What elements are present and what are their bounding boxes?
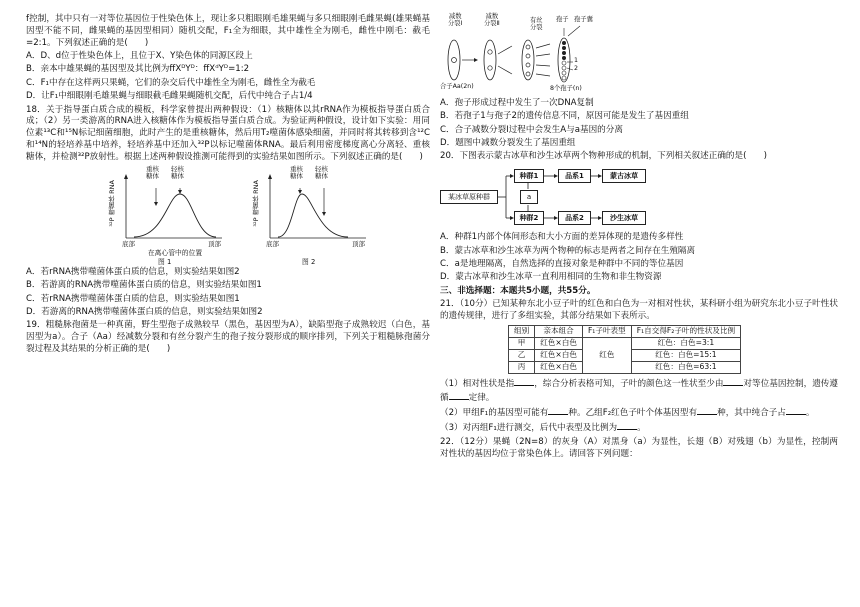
left-column [26, 14, 430, 357]
species-desert-box: 沙生冰草 [602, 211, 646, 225]
graph-1-heavy-label: 重核 糖体 [146, 164, 159, 180]
graph-2-bottom-label: 底部 [266, 239, 279, 248]
population-1-box: 种群1 [514, 169, 544, 183]
table-cell: 红色：白色=15:1 [631, 349, 740, 361]
q20-option-c: C．a是地理隔离，自然选择的直接对象是种群中不同的等位基因 [440, 259, 684, 270]
graph-1-bottom-label: 底部 [122, 239, 135, 248]
q19-option-b: B．若孢子1与孢子2的遗传信息不同，原因可能是发生了基因重组 [440, 111, 689, 122]
q18-figures [26, 166, 430, 266]
q20-option-b: B．蒙古冰草和沙生冰草为两个物种的标志是两者之间存在生殖隔离 [440, 245, 696, 256]
q20-stem: 20．下图表示蒙古冰草和沙生冰草两个物种形成的机制，下列相关叙述正确的是( ) [440, 151, 768, 162]
graph-1-light-label: 轻核 糖体 [171, 164, 184, 180]
graph-2-ylabel: ³²P 噬菌体 RNA [252, 179, 260, 227]
graph-2 [248, 166, 378, 266]
answer-blank[interactable] [449, 391, 469, 400]
population-2-box: 种群2 [514, 211, 544, 225]
table-cell: 甲 [509, 337, 535, 349]
spore-sac-label: 孢子囊 [574, 16, 593, 23]
origin-population-box: 某冰草原种群 [440, 190, 498, 204]
answer-blank[interactable] [723, 377, 743, 386]
q19-option-a: A．孢子形成过程中发生了一次DNA复制 [440, 98, 594, 108]
q21-part1: （1）相对性状是指 ，综合分析表格可知，子叶的颜色这一性状至少由 对等位基因控制，遗传遵循 定律。 [440, 378, 838, 403]
q17-option-c: C．F₁中存在这样两只果蝇，它们的杂交后代中雄性全为刚毛，雌性全为截毛 [26, 77, 316, 88]
graph-1-xlabel: 在离心管中的位置 [147, 248, 203, 257]
table-cell: 红色：白色=3:1 [631, 337, 740, 349]
answer-blank[interactable] [617, 421, 637, 430]
q20-option-d: D．蒙古冰草和沙生冰草一直利用相同的生物和非生物资源 [440, 272, 662, 283]
q20-option-a: A．种群1内部个体间形态和大小方面的差异体现的是遗传多样性 [440, 232, 684, 243]
q22-stem: 22．（12分）果蝇（2N=8）的灰身（A）对黑身（a）为显性，长翅（B）对残翅（b）为显性，控制两对性状的基因均位于常染色体上。请回答下列问题： [440, 436, 838, 459]
q21-part3: （3）对丙组F₁进行测交，后代中表型及比例为 。 [440, 423, 646, 434]
answer-blank[interactable] [548, 406, 568, 415]
q19-option-d: D．题图中减数分裂发生了基因重组 [440, 138, 576, 149]
table-row [509, 337, 741, 349]
answer-blank[interactable] [786, 406, 806, 415]
graph-2-top-label: 顶部 [352, 239, 365, 248]
section-3-heading: 三、非选择题：本题共5小题，共55分。 [440, 286, 596, 297]
q19-stem: 19．粗糙脉孢菌是一种真菌，野生型孢子成熟较早（黑色，基因型为A），缺陷型孢子成熟较迟（白色，基因型为a）。合子（Aa）经减数分裂和有丝分裂产生的孢子按分裂形成的顺序排列，下列关于粗糙脉孢菌分裂过程及其结果的分析正确的是( ) [26, 320, 430, 354]
table-cell: 红色×白色 [535, 337, 583, 349]
table-header: F₁子叶表型 [582, 325, 631, 337]
q19-figure [440, 14, 838, 96]
table-cell: 红色：白色=63:1 [631, 361, 740, 373]
q17-stem-continuation: f控制，其中只有一对等位基因位于性染色体上，现让多只粗眼刚毛雄果蝇与多只细眼刚毛雌果蝇(雄果蝇基因型不能不同，雌果蝇的基因型相同）随机交配，F₁全为细眼，其中雄性全为刚毛，雌性中刚毛：截毛=2:1。下列叙述正确的是( ) [26, 14, 430, 48]
q21-part2: （2）甲组F₁的基因型可能有 种。乙组F₂红色子叶个体基因型有 种，其中纯合子占 。 [440, 408, 815, 419]
q17-option-b: B．亲本中雄果蝇的基因型及其比例为ffXᴰYᴰ：ffXᵈYᴰ=1:2 [26, 64, 250, 75]
isolation-a-box: a [520, 190, 538, 204]
q18-option-a: A．若rRNA携带噬菌体蛋白质的信息，则实验结果如图2 [26, 266, 240, 277]
meiosis2-label: 减数 分裂Ⅱ [484, 13, 500, 27]
zygote-label: 合子Aa(2n) [440, 83, 474, 90]
table-cell: 红色×白色 [535, 361, 583, 373]
spore-2-label: 2 [574, 65, 579, 72]
table-cell: 乙 [509, 349, 535, 361]
q18-option-c: C．若rRNA携带噬菌体蛋白质的信息，则实验结果如图1 [26, 293, 240, 304]
graph-1-caption: 图 1 [158, 257, 172, 266]
graph-1-top-label: 顶部 [208, 239, 221, 248]
table-cell-f1: 红色 [582, 337, 631, 373]
table-header: F₁自交得F₂子叶的性状及比例 [631, 325, 740, 337]
right-column [440, 14, 838, 462]
eight-spores-label: 8个孢子(n) [550, 85, 582, 92]
graph-2-caption: 图 2 [302, 257, 316, 266]
graph-1-ylabel: ³²P 噬菌体 RNA [108, 179, 116, 227]
q17-option-a: A．D、d位于性染色体上，且位于X、Y染色体的同源区段上 [26, 51, 253, 62]
table-cell: 丙 [509, 361, 535, 373]
q17-option-d: D．让F₁中细眼刚毛雄果蝇与细眼截毛雌果蝇随机交配，后代中纯合子占1/4 [26, 91, 313, 102]
graph-2-light-label: 轻核 糖体 [315, 164, 328, 180]
strain-1-box: 品系1 [558, 169, 591, 183]
mitosis-label: 有丝 分裂 [530, 17, 543, 31]
q18-stem: 18．关于指导蛋白质合成的模板，科学家曾提出两种假设：（1）核糖体以其rRNA作为模板指导蛋白质合成；（2）另一类游离的RNA进入核糖体作为模板指导蛋白质合成。为验证两种假设，设计如下实验：用同位素¹³C和¹⁵N标记细菌细胞，此时产生的是重核糖体，然后用T₂噬菌体感染细菌，并同时将其转移到含¹²C和¹⁴N的轻培养基中培养，轻培养基中还加入³²P以标记噬菌体RNA。最后利用密度梯度离心分离轻、重核糖体，并检测³²P放射性。根据上述两种假设推测可能得到的实验结果如图所示。下列叙述正确的是( ) [26, 104, 430, 162]
q18-option-d: D．若游离的RNA携带噬菌体蛋白质的信息，则实验结果如图2 [26, 306, 263, 317]
graph-2-plot [248, 166, 378, 266]
spore-label: 孢子 [556, 16, 569, 23]
answer-blank[interactable] [697, 406, 717, 415]
strain-2-box: 品系2 [558, 211, 591, 225]
spore-1-label: 1 [574, 57, 579, 64]
table-header-row [509, 325, 741, 337]
meiosis1-label: 减数 分裂Ⅰ [448, 13, 463, 27]
q20-figure [440, 166, 838, 228]
table-header: 亲本组合 [535, 325, 583, 337]
graph-1 [104, 166, 234, 266]
graph-2-heavy-label: 重核 糖体 [290, 164, 303, 180]
table-cell: 红色×白色 [535, 349, 583, 361]
q21-table [508, 325, 741, 374]
q19-option-c: C．合子减数分裂Ⅰ过程中会发生A与a基因的分离 [440, 124, 623, 135]
q18-option-b: B．若游离的RNA携带噬菌体蛋白质的信息，则实验结果如图1 [26, 280, 262, 291]
q21-stem: 21．（10分）已知某种东北小豆子叶的红色和白色为一对相对性状，某科研小组为研究东北小豆子叶性状的遗传规律，进行了多组实验，其部分结果如下表所示。 [440, 299, 838, 321]
species-mongolian-box: 蒙古冰草 [602, 169, 646, 183]
table-header: 组别 [509, 325, 535, 337]
answer-blank[interactable] [514, 377, 534, 386]
